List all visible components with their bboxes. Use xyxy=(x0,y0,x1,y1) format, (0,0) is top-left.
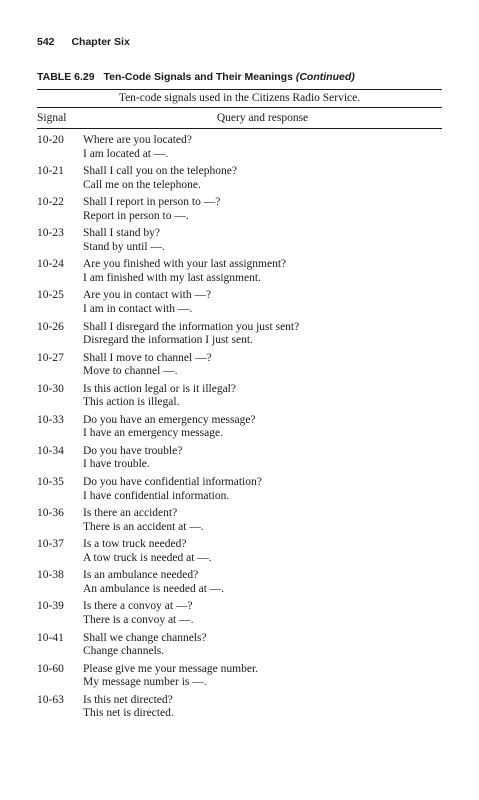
table-row xyxy=(37,383,442,414)
table-row xyxy=(37,632,442,663)
running-head xyxy=(37,36,130,48)
response-text: I am located at —. xyxy=(83,147,169,160)
query-text: Do you have confidential information? xyxy=(83,476,262,489)
query-text: Is there a convoy at —? xyxy=(83,600,193,613)
query-text: Shall I report in person to —? xyxy=(83,196,221,209)
table-row xyxy=(37,507,442,538)
query-text: Is an ambulance needed? xyxy=(83,569,199,582)
signal-code: 10-27 xyxy=(37,351,64,364)
table-label: TABLE 6.29 xyxy=(37,71,95,83)
query-response xyxy=(83,507,442,538)
signal-code: 10-38 xyxy=(37,569,64,582)
signal-code: 10-39 xyxy=(37,600,64,613)
table-caption xyxy=(37,71,355,83)
query-response xyxy=(83,600,442,631)
response-text: Disregard the information I just sent. xyxy=(83,334,253,347)
query-text: Is there an accident? xyxy=(83,507,178,520)
query-response xyxy=(83,663,442,694)
query-response xyxy=(83,352,442,383)
query-text: Shall I disregard the information you just sent? xyxy=(83,320,300,333)
query-response xyxy=(83,476,442,507)
table-row xyxy=(37,258,442,289)
response-text: This action is illegal. xyxy=(83,396,180,409)
response-text: I have trouble. xyxy=(83,458,150,471)
query-text: Is a tow truck needed? xyxy=(83,538,187,551)
query-text: Are you finished with your last assignment? xyxy=(83,258,287,271)
response-text: This net is directed. xyxy=(83,707,174,720)
table-top-rule xyxy=(37,89,442,90)
response-text: Move to channel —. xyxy=(83,365,178,378)
query-response xyxy=(83,414,442,445)
table-row xyxy=(37,321,442,352)
query-response xyxy=(83,289,442,320)
response-text: A tow truck is needed at —. xyxy=(83,551,212,564)
response-text: Change channels. xyxy=(83,645,165,657)
query-text: Is this action legal or is it illegal? xyxy=(83,382,236,395)
response-text: There is a convoy at —. xyxy=(83,613,194,626)
table-row xyxy=(37,569,442,600)
query-text: Do you have trouble? xyxy=(83,444,183,457)
signal-code: 10-23 xyxy=(37,227,64,240)
signal-code: 10-25 xyxy=(37,289,64,302)
table-row xyxy=(37,694,442,725)
response-text: There is an accident at —. xyxy=(83,520,204,533)
query-text: Please give me your message number. xyxy=(83,662,259,675)
response-text: I have an emergency message. xyxy=(83,427,223,440)
header-rule xyxy=(37,128,442,129)
query-response xyxy=(83,196,442,227)
query-response xyxy=(83,321,442,352)
response-text: I am in contact with —. xyxy=(83,302,193,315)
table-title: Ten-Code Signals and Their Meanings xyxy=(103,71,293,83)
table-row xyxy=(37,414,442,445)
response-text: Report in person to —. xyxy=(83,209,189,222)
table-spanner-heading: Ten-code signals used in the Citizens Radio Service. xyxy=(118,92,361,104)
query-text: Where are you located? xyxy=(83,134,192,146)
signal-code: 10-30 xyxy=(37,382,64,395)
spanner-rule xyxy=(37,107,442,108)
query-response xyxy=(83,569,442,600)
table-row xyxy=(37,352,442,383)
query-text: Is this net directed? xyxy=(83,693,173,706)
signal-code: 10-41 xyxy=(37,631,64,644)
table-row xyxy=(37,600,442,631)
response-text: I have confidential information. xyxy=(83,489,230,502)
table-row xyxy=(37,476,442,507)
table-row xyxy=(37,289,442,320)
table-row xyxy=(37,538,442,569)
chapter-title: Chapter Six xyxy=(71,36,130,48)
query-text: Shall I call you on the telephone? xyxy=(83,165,237,178)
signal-code: 10-24 xyxy=(37,258,64,271)
response-text: Call me on the telephone. xyxy=(83,178,201,191)
query-response xyxy=(83,445,442,476)
query-response xyxy=(83,538,442,569)
query-text: Do you have an emergency message? xyxy=(83,413,256,426)
query-response xyxy=(83,165,442,196)
query-response xyxy=(83,227,442,258)
query-response xyxy=(83,383,442,414)
query-text: Shall I stand by? xyxy=(83,227,160,240)
table-continued: (Continued) xyxy=(295,71,355,83)
signal-code: 10-34 xyxy=(37,444,64,457)
response-text: My message number is —. xyxy=(83,676,207,689)
signal-code: 10-21 xyxy=(37,165,64,178)
signal-code: 10-37 xyxy=(37,538,64,551)
query-response xyxy=(83,134,442,165)
table-row xyxy=(37,663,442,694)
query-response xyxy=(83,694,442,725)
signal-code: 10-63 xyxy=(37,693,64,706)
column-header-signal: Signal xyxy=(37,112,67,124)
response-text: Stand by until —. xyxy=(83,240,165,253)
signal-code: 10-35 xyxy=(37,476,64,489)
table-row xyxy=(37,134,442,165)
table-row xyxy=(37,445,442,476)
page-number: 542 xyxy=(37,36,55,48)
query-response xyxy=(83,258,442,289)
table-row xyxy=(37,165,442,196)
column-header-query: Query and response xyxy=(216,112,309,124)
table-row xyxy=(37,227,442,258)
table-row xyxy=(37,196,442,227)
query-text: Shall we change channels? xyxy=(83,631,207,644)
signal-code: 10-20 xyxy=(37,134,64,146)
table-body xyxy=(37,134,442,725)
signal-code: 10-26 xyxy=(37,320,64,333)
signal-code: 10-33 xyxy=(37,413,64,426)
query-text: Shall I move to channel —? xyxy=(83,351,212,364)
signal-code: 10-22 xyxy=(37,196,64,209)
response-text: An ambulance is needed at —. xyxy=(83,582,225,595)
query-response xyxy=(83,632,442,663)
signal-code: 10-60 xyxy=(37,662,64,675)
signal-code: 10-36 xyxy=(37,507,64,520)
query-text: Are you in contact with —? xyxy=(83,289,212,302)
response-text: I am finished with my last assignment. xyxy=(83,271,261,284)
